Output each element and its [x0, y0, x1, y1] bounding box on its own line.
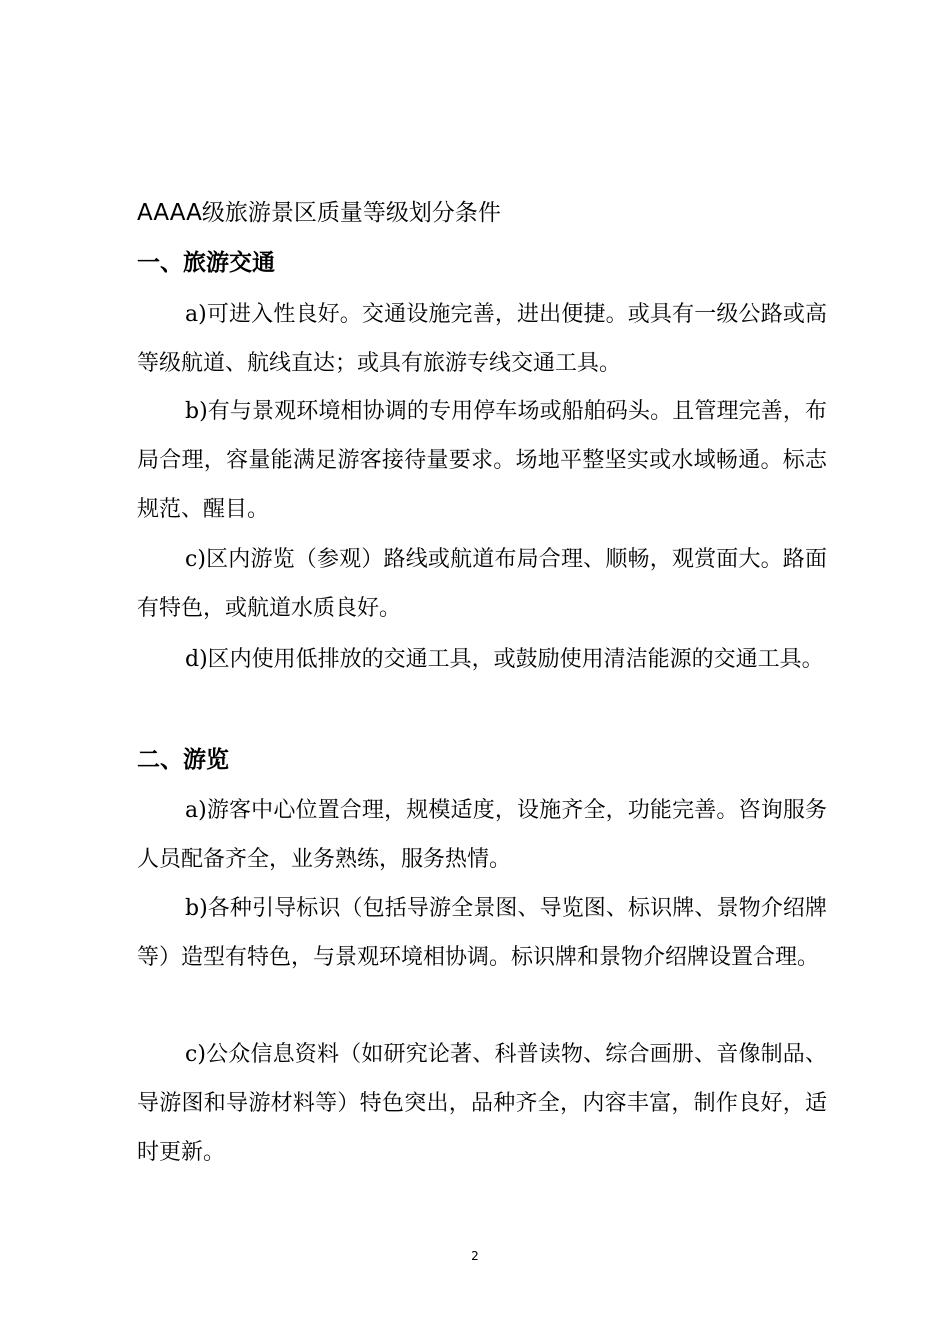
paragraph-transport-d: d)区内使用低排放的交通工具，或鼓励使用清洁能源的交通工具。: [185, 647, 824, 672]
page-number: 2: [471, 1249, 479, 1263]
paragraph-touring-c: c)公众信息资料（如研究论著、科普读物、综合画册、音像制品、导游图和导游材料等）特色突出，品种齐全，内容丰富，制作良好，适时更新。: [137, 1042, 827, 1165]
paragraph-transport-c: c)区内游览（参观）路线或航道布局合理、顺畅，观赏面大。路面有特色，或航道水质良好。: [137, 547, 827, 621]
paragraph-transport-a: a)可进入性良好。交通设施完善，进出便捷。或具有一级公路或高等级航道、航线直达；或具有旅游专线交通工具。: [137, 302, 827, 376]
section-heading-touring: 二、游览: [137, 747, 229, 773]
paragraph-transport-b: b)有与景观环境相协调的专用停车场或船舶码头。且管理完善，布局合理，容量能满足游客接待量要求。场地平整坚实或水域畅通。标志规范、醒目。: [137, 399, 827, 522]
paragraph-touring-b: b)各种引导标识（包括导游全景图、导览图、标识牌、景物介绍牌等）造型有特色，与景观环境相协调。标识牌和景物介绍牌设置合理。: [137, 896, 827, 970]
document-title: AAAA级旅游景区质量等级划分条件: [137, 200, 501, 226]
section-heading-transport: 一、旅游交通: [137, 250, 275, 276]
paragraph-touring-a: a)游客中心位置合理，规模适度，设施齐全，功能完善。咨询服务人员配备齐全，业务熟练，服务热情。: [137, 798, 827, 872]
